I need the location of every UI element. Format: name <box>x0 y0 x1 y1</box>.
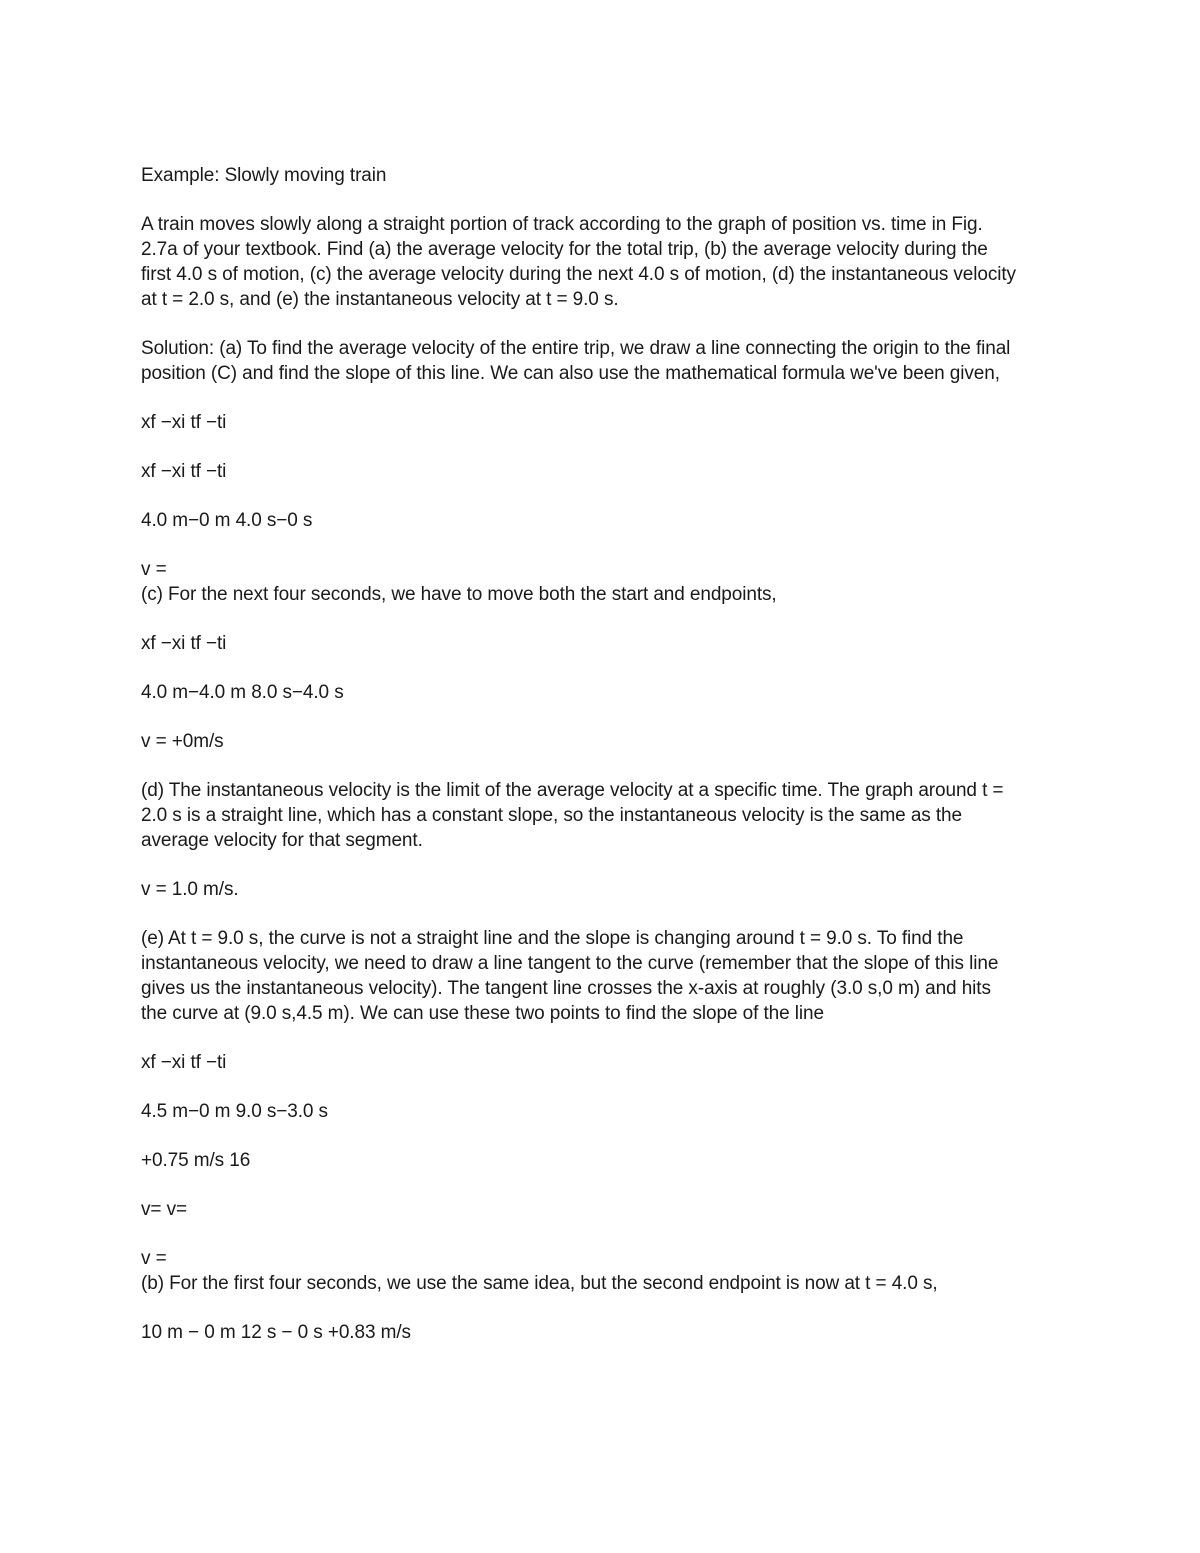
v-equals-3: v = <box>141 1248 167 1269</box>
part-d-paragraph <box>141 778 1071 853</box>
part-b-text: (b) For the first four seconds, we use the same idea, but the second endpoint is now at t = 4.0 s, <box>141 1273 938 1294</box>
v-equals-1: v = <box>141 559 167 580</box>
result-e: +0.75 m/s 16 <box>141 1150 251 1171</box>
calc-a: 10 m − 0 m 12 s − 0 s +0.83 m/s <box>141 1322 411 1343</box>
formula-1: xf −xi tf −ti <box>141 412 227 433</box>
document-title: Example: Slowly moving train <box>141 165 387 186</box>
part-d-line: average velocity for that segment. <box>141 830 423 851</box>
intro-line: A train moves slowly along a straight portion of track according to the graph of position vs. time in Fig. <box>141 214 983 235</box>
part-e-paragraph <box>141 926 1071 1026</box>
v-result-d: v = 1.0 m/s. <box>141 879 239 900</box>
part-c-text: (c) For the next four seconds, we have to move both the start and endpoints, <box>141 584 777 605</box>
intro-line: at t = 2.0 s, and (e) the instantaneous velocity at t = 9.0 s. <box>141 289 619 310</box>
formula-3: xf −xi tf −ti <box>141 633 227 654</box>
solution-line: position (C) and find the slope of this line. We can also use the mathematical formula we've been given, <box>141 363 1000 384</box>
intro-paragraph <box>141 212 1071 312</box>
calc-c: 4.0 m−4.0 m 8.0 s−4.0 s <box>141 682 344 703</box>
part-d-line: (d) The instantaneous velocity is the limit of the average velocity at a specific time. The graph around t = <box>141 780 1004 801</box>
document-body <box>141 163 1071 1345</box>
part-d-line: 2.0 s is a straight line, which has a constant slope, so the instantaneous velocity is the same as the <box>141 805 962 826</box>
solution-line: Solution: (a) To find the average velocity of the entire trip, we draw a line connecting the origin to the final <box>141 338 1011 359</box>
v-equals-2: v= v= <box>141 1199 187 1220</box>
formula-4: xf −xi tf −ti <box>141 1052 227 1073</box>
intro-line: first 4.0 s of motion, (c) the average velocity during the next 4.0 s of motion, (d) the instantaneous velocity <box>141 264 1016 285</box>
part-e-line: instantaneous velocity, we need to draw a line tangent to the curve (remember that the slope of this line <box>141 953 999 974</box>
part-e-line: the curve at (9.0 s,4.5 m). We can use these two points to find the slope of the line <box>141 1003 824 1024</box>
v-result-c: v = +0m/s <box>141 731 224 752</box>
solution-paragraph <box>141 336 1071 386</box>
part-e-line: (e) At t = 9.0 s, the curve is not a straight line and the slope is changing around t = 9.0 s. To find the <box>141 928 964 949</box>
part-e-line: gives us the instantaneous velocity). The tangent line crosses the x-axis at roughly (3.0 s,0 m) and hits <box>141 978 991 999</box>
intro-line: 2.7a of your textbook. Find (a) the average velocity for the total trip, (b) the average velocity during the <box>141 239 988 260</box>
calc-b: 4.0 m−0 m 4.0 s−0 s <box>141 510 313 531</box>
calc-e: 4.5 m−0 m 9.0 s−3.0 s <box>141 1101 328 1122</box>
formula-2: xf −xi tf −ti <box>141 461 227 482</box>
